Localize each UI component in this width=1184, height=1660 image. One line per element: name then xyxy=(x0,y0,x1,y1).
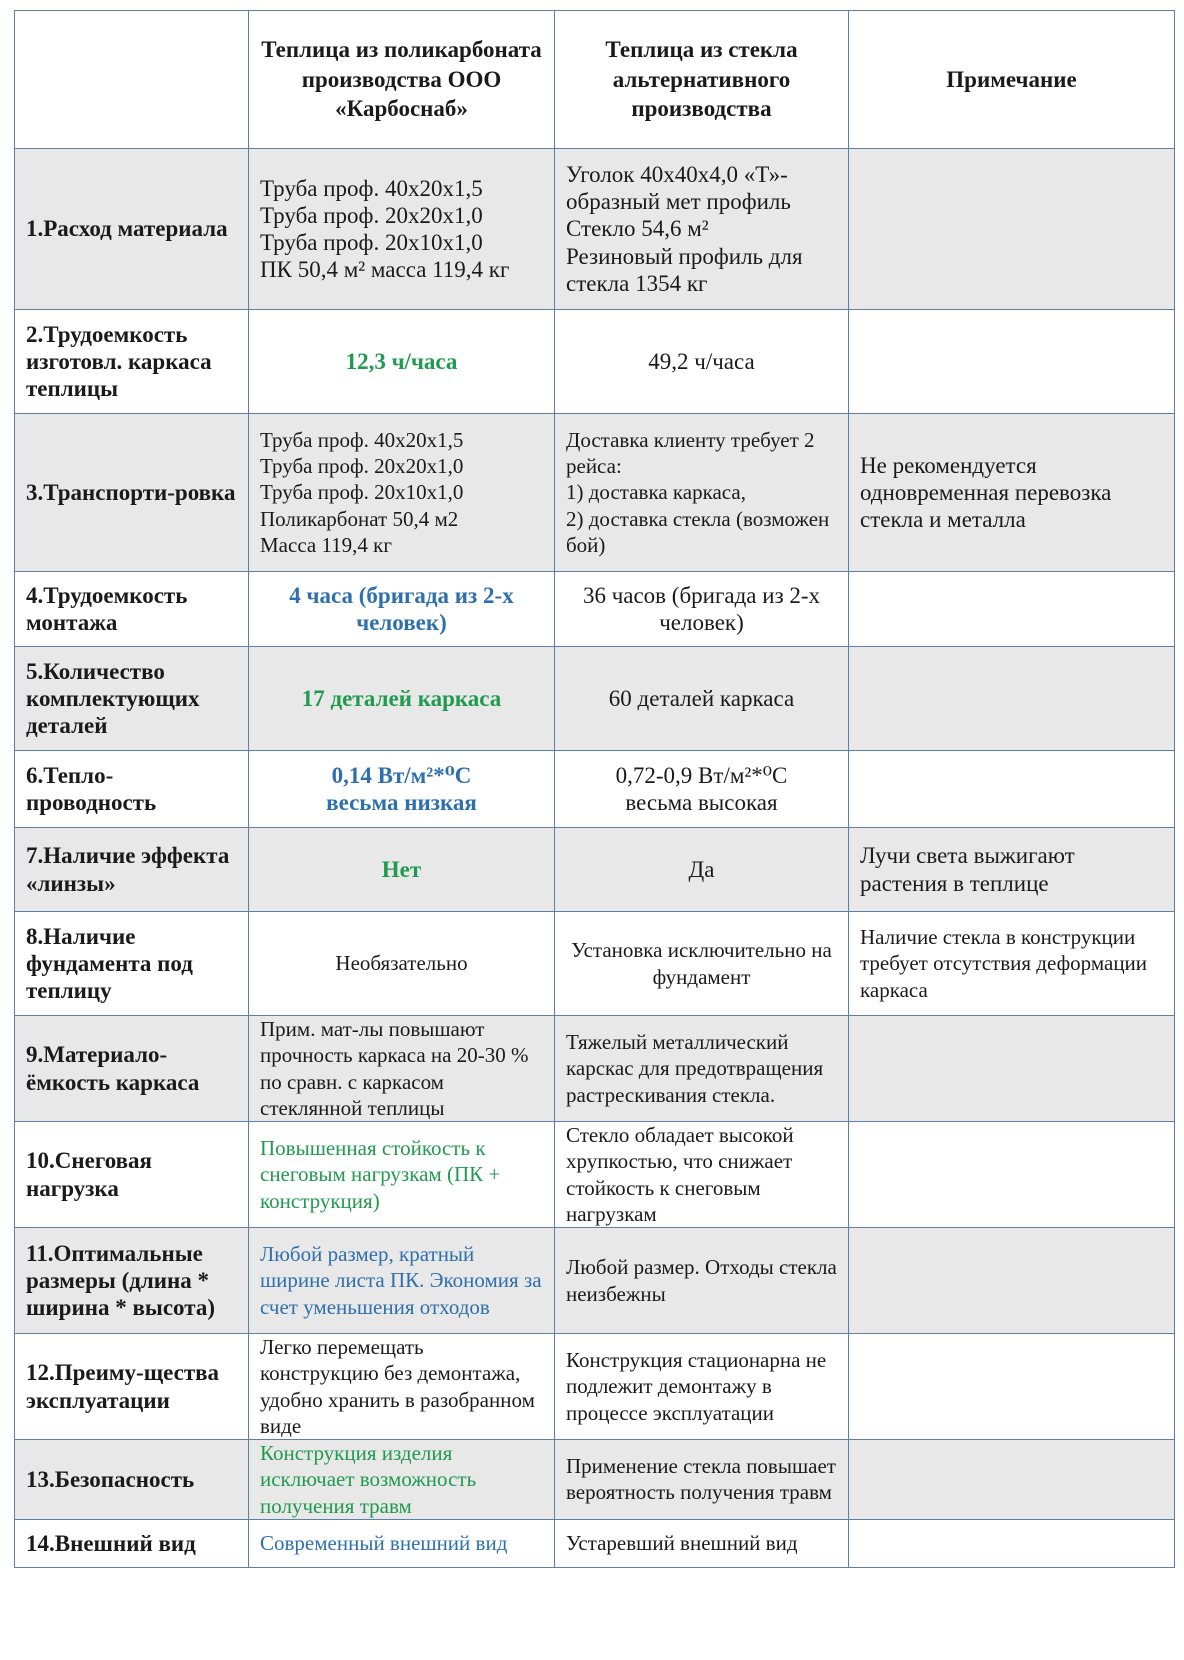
glass-cell: 36 часов (бригада из 2-х человек) xyxy=(555,572,849,647)
glass-cell: Конструкция стационарна не подлежит демонтажу в процессе эксплуатации xyxy=(555,1334,849,1440)
table-row xyxy=(15,149,1175,310)
glass-cell: 60 деталей каркаса xyxy=(555,647,849,751)
comparison-table xyxy=(14,10,1175,1568)
poly-cell: Любой размер, кратный ширине листа ПК. Экономия за счет уменьшения отходов xyxy=(249,1228,555,1334)
table-row xyxy=(15,1334,1175,1440)
table-row xyxy=(15,647,1175,751)
poly-cell: Труба проф. 40х20х1,5 Труба проф. 20х20х1,0 Труба проф. 20х10х1,0 Поликарбонат 50,4 м2 Масса 119,4 кг xyxy=(249,414,555,572)
note-cell: Наличие стекла в конструкции требует отсутствия деформации каркаса xyxy=(849,912,1175,1016)
table-row xyxy=(15,572,1175,647)
poly-cell: Труба проф. 40х20х1,5 Труба проф. 20х20х1,0 Труба проф. 20х10х1,0 ПК 50,4 м² масса 119,4 кг xyxy=(249,149,555,310)
glass-cell: Стекло обладает высокой хрупкостью, что снижает стойкость к снеговым нагрузкам xyxy=(555,1122,849,1228)
note-cell: Не рекомендуется одновременная перевозка стекла и металла xyxy=(849,414,1175,572)
note-cell xyxy=(849,310,1175,414)
note-cell xyxy=(849,647,1175,751)
table-row xyxy=(15,912,1175,1016)
row-label: 3.Транспорти-ровка xyxy=(15,414,249,572)
note-cell xyxy=(849,1440,1175,1520)
row-label: 10.Снеговая нагрузка xyxy=(15,1122,249,1228)
table-row xyxy=(15,828,1175,912)
header-glass: Теплица из стекла альтернативного производства xyxy=(555,11,849,149)
poly-cell: Повышенная стойкость к снеговым нагрузкам (ПК + конструкция) xyxy=(249,1122,555,1228)
glass-cell: Любой размер. Отходы стекла неизбежны xyxy=(555,1228,849,1334)
glass-cell: Установка исключительно на фундамент xyxy=(555,912,849,1016)
glass-cell: Доставка клиенту требует 2 рейса: 1) доставка каркаса, 2) доставка стекла (возможен бой) xyxy=(555,414,849,572)
poly-cell: Нет xyxy=(249,828,555,912)
poly-cell: Легко перемещать конструкцию без демонтажа, удобно хранить в разобранном виде xyxy=(249,1334,555,1440)
table-row xyxy=(15,751,1175,828)
note-cell xyxy=(849,149,1175,310)
poly-cell: 17 деталей каркаса xyxy=(249,647,555,751)
row-label: 2.Трудоемкость изготовл. каркаса теплицы xyxy=(15,310,249,414)
poly-cell: 12,3 ч/часа xyxy=(249,310,555,414)
glass-cell: Да xyxy=(555,828,849,912)
poly-cell: Необязательно xyxy=(249,912,555,1016)
row-label: 11.Оптимальные размеры (длина * ширина * высота) xyxy=(15,1228,249,1334)
poly-cell: Конструкция изделия исключает возможность получения травм xyxy=(249,1440,555,1520)
row-label: 1.Расход материала xyxy=(15,149,249,310)
note-cell xyxy=(849,1016,1175,1122)
poly-cell: Прим. мат-лы повышают прочность каркаса на 20-30 % по сравн. с каркасом стеклянной теплицы xyxy=(249,1016,555,1122)
poly-cell: Современный внешний вид xyxy=(249,1519,555,1567)
glass-cell: Применение стекла повышает вероятность получения травм xyxy=(555,1440,849,1520)
table-row xyxy=(15,1519,1175,1567)
header-note: Примечание xyxy=(849,11,1175,149)
note-cell xyxy=(849,1228,1175,1334)
row-label: 7.Наличие эффекта «линзы» xyxy=(15,828,249,912)
note-cell: Лучи света выжигают растения в теплице xyxy=(849,828,1175,912)
row-label: 6.Тепло-проводность xyxy=(15,751,249,828)
poly-cell: 4 часа (бригада из 2-х человек) xyxy=(249,572,555,647)
note-cell xyxy=(849,1519,1175,1567)
row-label: 5.Количество комплектующих деталей xyxy=(15,647,249,751)
header-empty xyxy=(15,11,249,149)
row-label: 12.Преиму-щества эксплуатации xyxy=(15,1334,249,1440)
row-label: 8.Наличие фундамента под теплицу xyxy=(15,912,249,1016)
header-row xyxy=(15,11,1175,149)
note-cell xyxy=(849,751,1175,828)
row-label: 4.Трудоемкость монтажа xyxy=(15,572,249,647)
note-cell xyxy=(849,1334,1175,1440)
row-label: 13.Безопасность xyxy=(15,1440,249,1520)
header-polycarbonate: Теплица из поликарбоната производства ООО «Карбоснаб» xyxy=(249,11,555,149)
table-row xyxy=(15,1440,1175,1520)
row-label: 14.Внешний вид xyxy=(15,1519,249,1567)
glass-cell: 49,2 ч/часа xyxy=(555,310,849,414)
table-row xyxy=(15,1122,1175,1228)
table-row xyxy=(15,1228,1175,1334)
note-cell xyxy=(849,1122,1175,1228)
glass-cell: Устаревший внешний вид xyxy=(555,1519,849,1567)
note-cell xyxy=(849,572,1175,647)
table-row xyxy=(15,1016,1175,1122)
poly-cell: 0,14 Вт/м²*⁰С весьма низкая xyxy=(249,751,555,828)
glass-cell: 0,72-0,9 Вт/м²*⁰С весьма высокая xyxy=(555,751,849,828)
glass-cell: Уголок 40х40х4,0 «Т»-образный мет профиль Стекло 54,6 м² Резиновый профиль для стекла 1354 кг xyxy=(555,149,849,310)
glass-cell: Тяжелый металлический карскас для предотвращения растрескивания стекла. xyxy=(555,1016,849,1122)
row-label: 9.Материало-ёмкость каркаса xyxy=(15,1016,249,1122)
table-row xyxy=(15,310,1175,414)
table-row xyxy=(15,414,1175,572)
